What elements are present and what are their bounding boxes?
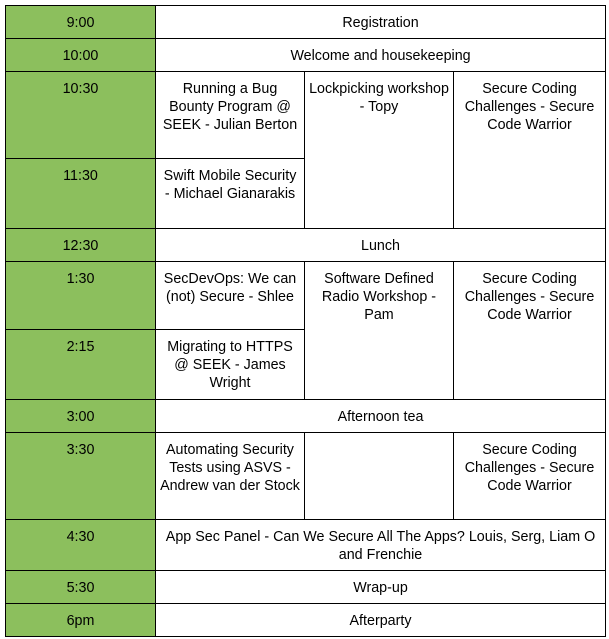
session-cell: Migrating to HTTPS @ SEEK - James Wright [156, 330, 305, 400]
session-cell: Secure Coding Challenges - Secure Code Warrior [454, 262, 606, 400]
session-cell: Secure Coding Challenges - Secure Code Warrior [454, 433, 606, 520]
table-row [6, 433, 606, 520]
table-row [6, 604, 606, 637]
event-cell: Registration [156, 6, 606, 39]
event-cell: Afternoon tea [156, 400, 606, 433]
time-cell: 10:00 [6, 39, 156, 72]
table-row [6, 72, 606, 159]
table-row [6, 520, 606, 571]
event-cell: Lunch [156, 229, 606, 262]
event-cell: Wrap-up [156, 571, 606, 604]
table-row [6, 39, 606, 72]
session-cell: Software Defined Radio Workshop - Pam [305, 262, 454, 400]
event-cell: App Sec Panel - Can We Secure All The Apps? Louis, Serg, Liam O and Frenchie [156, 520, 606, 571]
table-row [6, 262, 606, 330]
time-cell: 5:30 [6, 571, 156, 604]
session-cell: SecDevOps: We can (not) Secure - Shlee [156, 262, 305, 330]
time-cell: 6pm [6, 604, 156, 637]
table-row [6, 571, 606, 604]
table-row [6, 6, 606, 39]
time-cell: 12:30 [6, 229, 156, 262]
table-row [6, 400, 606, 433]
time-cell: 3:00 [6, 400, 156, 433]
time-cell: 3:30 [6, 433, 156, 520]
table-row [6, 229, 606, 262]
event-cell: Welcome and housekeeping [156, 39, 606, 72]
time-cell: 11:30 [6, 159, 156, 229]
time-cell: 4:30 [6, 520, 156, 571]
schedule-table [5, 5, 606, 637]
session-cell: Swift Mobile Security - Michael Gianarakis [156, 159, 305, 229]
session-cell: Automating Security Tests using ASVS - Andrew van der Stock [156, 433, 305, 520]
time-cell: 10:30 [6, 72, 156, 159]
event-cell: Afterparty [156, 604, 606, 637]
time-cell: 1:30 [6, 262, 156, 330]
session-cell: Running a Bug Bounty Program @ SEEK - Julian Berton [156, 72, 305, 159]
empty-session-cell [305, 433, 454, 520]
session-cell: Secure Coding Challenges - Secure Code Warrior [454, 72, 606, 229]
time-cell: 2:15 [6, 330, 156, 400]
time-cell: 9:00 [6, 6, 156, 39]
session-cell: Lockpicking workshop - Topy [305, 72, 454, 229]
